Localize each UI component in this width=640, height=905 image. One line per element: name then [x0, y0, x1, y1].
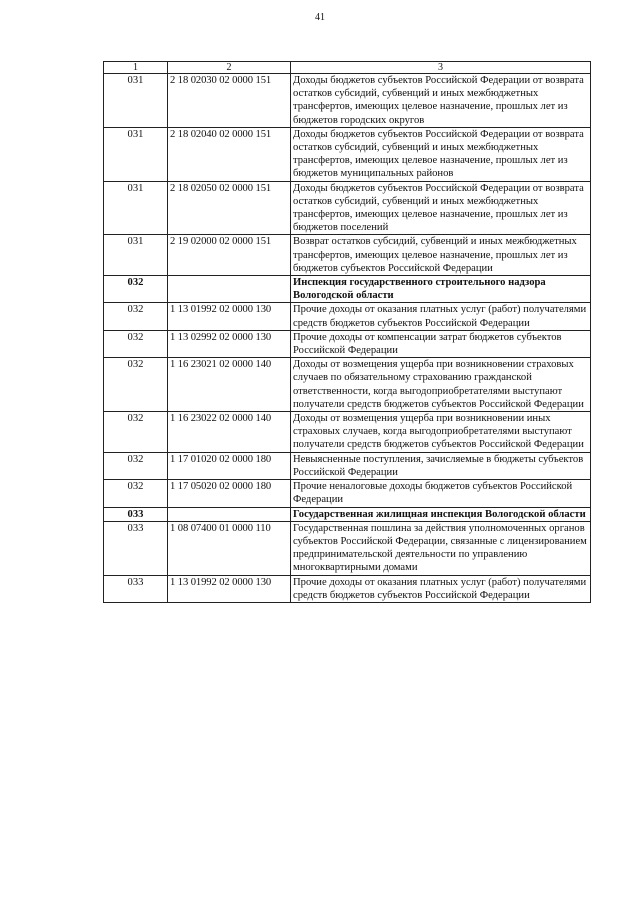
table-row	[104, 235, 591, 276]
revenue-name-cell: Доходы бюджетов субъектов Российской Федерации от возврата остатков субсидий, субвенций и иных межбюджетных трансфертов, имеющих целевое назначение, прошлых лет из бюджетов поселений	[291, 181, 591, 235]
budget-code-cell: 1 17 05020 02 0000 180	[168, 480, 291, 507]
table-row	[104, 74, 591, 128]
revenue-name-cell: Прочие неналоговые доходы бюджетов субъектов Российской Федерации	[291, 480, 591, 507]
budget-code-cell: 1 17 01020 02 0000 180	[168, 452, 291, 479]
admin-code-cell: 032	[104, 480, 168, 507]
budget-code-cell: 1 08 07400 01 0000 110	[168, 521, 291, 575]
revenue-name-cell: Государственная пошлина за действия уполномоченных органов субъектов Российской Федерации, связанные с лицензированием предпринимательской деятельности по управлению многоквартирными домами	[291, 521, 591, 575]
table-row	[104, 521, 591, 575]
table-header-row	[104, 62, 591, 74]
admin-code-cell: 032	[104, 412, 168, 453]
table-row	[104, 181, 591, 235]
table-row	[104, 575, 591, 602]
column-header-2: 2	[168, 62, 291, 74]
budget-code-cell: 1 16 23022 02 0000 140	[168, 412, 291, 453]
table-row	[104, 452, 591, 479]
admin-code-cell: 032	[104, 452, 168, 479]
budget-code-cell: 2 19 02000 02 0000 151	[168, 235, 291, 276]
table-row	[104, 358, 591, 412]
budget-code-cell	[168, 507, 291, 521]
budget-code-cell	[168, 276, 291, 303]
admin-code-cell: 033	[104, 521, 168, 575]
revenue-name-cell: Доходы от возмещения ущерба при возникновении страховых случаев по обязательному страхованию гражданской ответственности, когда выгодоприобретателями выступают получатели средств бюджетов субъектов Российской Федерации	[291, 358, 591, 412]
table-row	[104, 412, 591, 453]
table-row	[104, 127, 591, 181]
admin-code-cell: 031	[104, 235, 168, 276]
administrator-name-cell: Государственная жилищная инспекция Вологодской области	[291, 507, 591, 521]
column-header-3: 3	[291, 62, 591, 74]
budget-code-cell: 1 13 01992 02 0000 130	[168, 575, 291, 602]
table-row	[104, 303, 591, 330]
revenue-name-cell: Прочие доходы от оказания платных услуг (работ) получателями средств бюджетов субъектов Российской Федерации	[291, 575, 591, 602]
section-header-row	[104, 276, 591, 303]
admin-code-cell: 032	[104, 276, 168, 303]
admin-code-cell: 031	[104, 181, 168, 235]
revenue-name-cell: Прочие доходы от компенсации затрат бюджетов субъектов Российской Федерации	[291, 330, 591, 357]
budget-code-cell: 2 18 02040 02 0000 151	[168, 127, 291, 181]
revenue-name-cell: Доходы от возмещения ущерба при возникновении иных страховых случаев, когда выгодоприобретателями выступают получатели средств бюджетов субъектов Российской Федерации	[291, 412, 591, 453]
admin-code-cell: 032	[104, 303, 168, 330]
revenue-name-cell: Доходы бюджетов субъектов Российской Федерации от возврата остатков субсидий, субвенций и иных межбюджетных трансфертов, имеющих целевое назначение, прошлых лет из бюджетов муниципальных районов	[291, 127, 591, 181]
admin-code-cell: 033	[104, 507, 168, 521]
table-row	[104, 480, 591, 507]
admin-code-cell: 032	[104, 358, 168, 412]
budget-code-cell: 2 18 02050 02 0000 151	[168, 181, 291, 235]
budget-code-cell: 1 13 02992 02 0000 130	[168, 330, 291, 357]
admin-code-cell: 031	[104, 74, 168, 128]
administrator-name-cell: Инспекция государственного строительного надзора Вологодской области	[291, 276, 591, 303]
column-header-1: 1	[104, 62, 168, 74]
revenue-name-cell: Невыясненные поступления, зачисляемые в бюджеты субъектов Российской Федерации	[291, 452, 591, 479]
admin-code-cell: 031	[104, 127, 168, 181]
revenue-name-cell: Доходы бюджетов субъектов Российской Федерации от возврата остатков субсидий, субвенций и иных межбюджетных трансфертов, имеющих целевое назначение, прошлых лет из бюджетов городских округов	[291, 74, 591, 128]
revenue-name-cell: Возврат остатков субсидий, субвенций и иных межбюджетных трансфертов, имеющих целевое назначение, прошлых лет из бюджетов субъектов Российской Федерации	[291, 235, 591, 276]
revenue-name-cell: Прочие доходы от оказания платных услуг (работ) получателями средств бюджетов субъектов Российской Федерации	[291, 303, 591, 330]
admin-code-cell: 032	[104, 330, 168, 357]
budget-code-cell: 1 16 23021 02 0000 140	[168, 358, 291, 412]
budget-code-cell: 1 13 01992 02 0000 130	[168, 303, 291, 330]
section-header-row	[104, 507, 591, 521]
table-row	[104, 330, 591, 357]
admin-code-cell: 033	[104, 575, 168, 602]
page-number: 41	[315, 12, 325, 23]
revenue-codes-table	[103, 61, 591, 603]
budget-code-cell: 2 18 02030 02 0000 151	[168, 74, 291, 128]
